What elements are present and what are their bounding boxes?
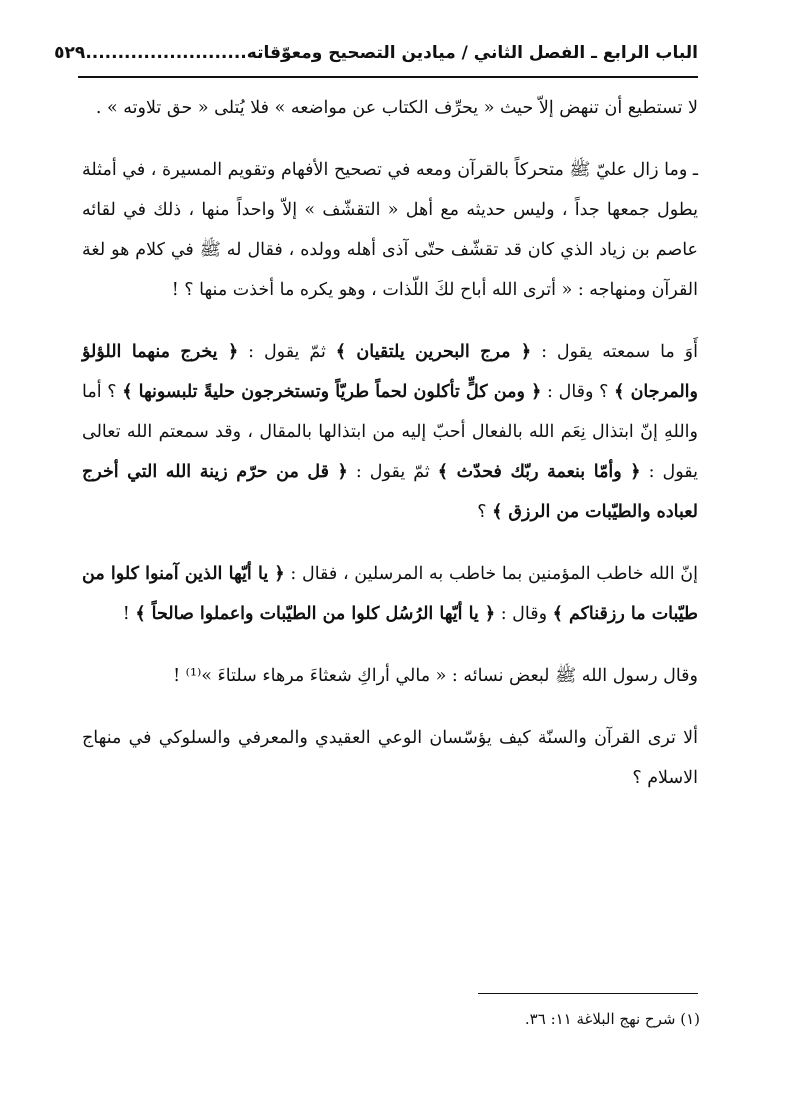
text-segment: وقال : — [495, 604, 553, 624]
text-segment: ألا ترى القرآن والسنّة كيف يؤسّسان الوعي العقيدي والمعرفي والسلوكي في منهاج الاسلام ؟ — [82, 728, 698, 788]
paragraph-6 — [82, 718, 698, 798]
footnote: (١) شرح نهج البلاغة ١١: ٣٦. — [524, 1010, 700, 1028]
running-title: الباب الرابع ـ الفصل الثاني / ميادين التصحيح ومعوّقاته......................... — [85, 43, 698, 63]
quran-quote: ﴿ مرج البحرين يلتقيان ﴾ — [335, 342, 532, 362]
text-segment: ! — [122, 604, 136, 624]
footnote-divider — [478, 993, 698, 994]
quran-quote: ﴿ يا أيّها الذين آمنوا كلوا من طيّبات ما رزقناكم ﴾ — [82, 564, 698, 624]
text-segment: أَوَ ما سمعته يقول : — [531, 342, 698, 362]
page-header — [54, 30, 698, 78]
text-segment: إنّ الله خاطب المؤمنين بما خاطب به المرسلين ، فقال : — [284, 564, 698, 584]
quran-quote: ﴿ ومن كلٍّ تأكلون لحماً طريّاً وتستخرجون حليةً تلبسونها ﴾ — [122, 382, 542, 402]
quran-quote: ﴿ وأمّا بنعمة ربّك فحدّث ﴾ — [437, 462, 641, 482]
text-segment: ثمّ يقول : — [347, 462, 438, 482]
text-segment: ـ وما زال عليّ ﷺ متحركاً بالقرآن ومعه في تصحيح الأفهام وتقويم المسيرة ، في أمثلة يطول جمعها جداً ، وليس حديثه مع أهل « التقشّف » إلاّ واحداً منها ، ذلك في لقائه عاصم بن زياد الذي كان قد تقشّف حتّى آذى أهله وولده ، فقال له ﷺ في كلام هو لغة القرآن ومنهاجه : « أترى الله أباح لكَ اللّذات ، وهو يكره ما أخذت منها ؟ ! — [82, 160, 698, 300]
text-segment: ؟ وقال : — [541, 382, 615, 402]
paragraph-2 — [82, 150, 698, 310]
quran-quote: ﴿ يخرج منهما اللؤلؤ والمرجان ﴾ — [82, 342, 698, 402]
quran-quote: ﴿ يا أيّها الرُسُل كلوا من الطيّبات واعملوا صالحاً ﴾ — [135, 604, 496, 624]
text-segment: ؟ — [477, 502, 493, 522]
text-segment: ؟ أما واللهِ إنّ ابتذال نِعَم الله بالفعال أحبّ إليه من ابتذالها بالمقال ، وقد سمعتم الله تعالى يقول : — [82, 382, 698, 482]
quran-quote: ﴿ قل من حرّم زينة الله التي أخرج لعباده والطيّبات من الرزق ﴾ — [82, 462, 698, 522]
text-segment: وقال رسول الله ﷺ لبعض نسائه : « مالي أراكِ شعثاءَ مرهاء سلتاءَ »⁽¹⁾ ! — [173, 666, 698, 686]
paragraph-1 — [82, 88, 698, 128]
paragraph-4 — [82, 554, 698, 634]
page-body — [82, 88, 698, 820]
paragraph-5 — [82, 656, 698, 696]
text-segment: ثمّ يقول : — [238, 342, 336, 362]
paragraph-3 — [82, 332, 698, 532]
text-segment: لا تستطيع أن تنهض إلاّ حيث « يحرِّف الكتاب عن مواضعه » فلا يُتلى « حق تلاوته » . — [95, 98, 698, 118]
page-number: ٥٢٩ — [54, 43, 86, 63]
